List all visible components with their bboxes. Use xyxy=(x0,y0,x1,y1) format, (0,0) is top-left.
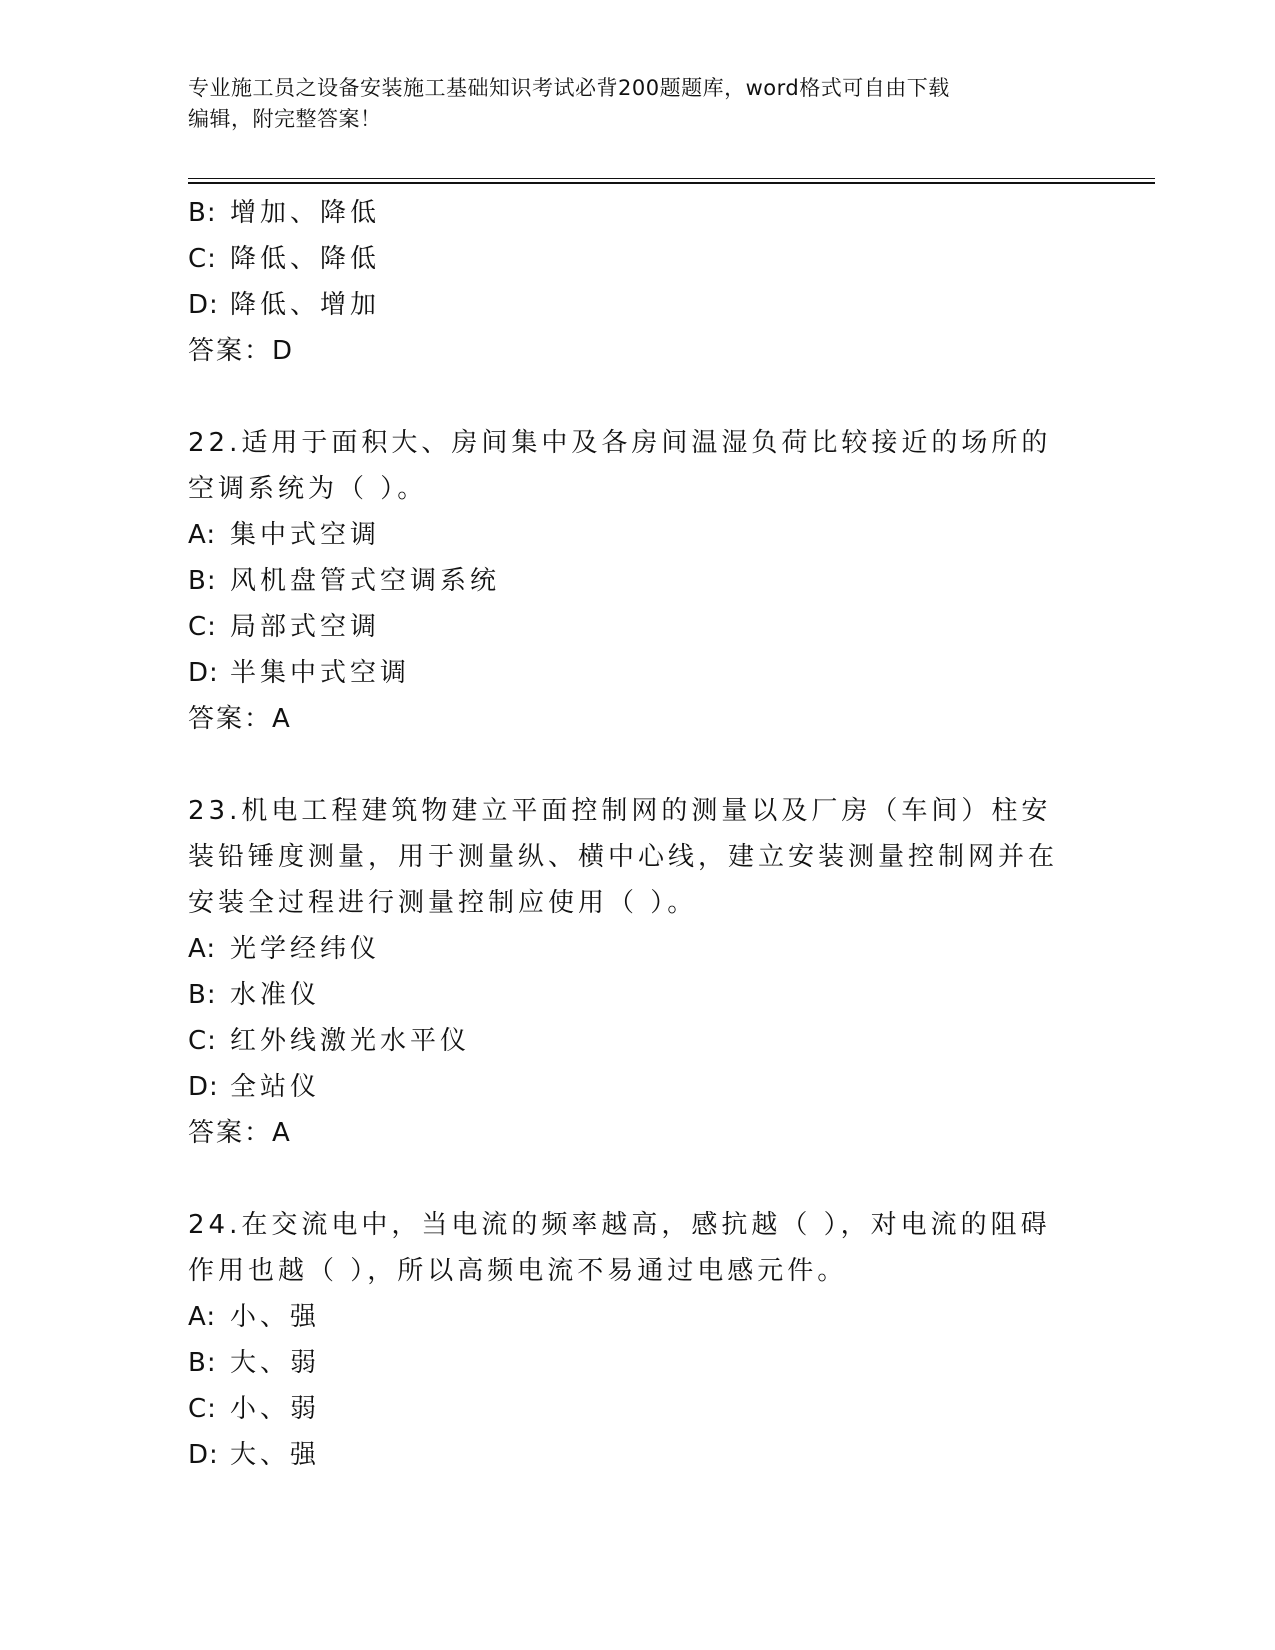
option-text: 水准仪 xyxy=(230,980,321,1010)
option-label: B: xyxy=(188,566,217,596)
option-a xyxy=(188,1294,1088,1340)
question-stem: 23.机电工程建筑物建立平面控制网的测量以及厂房（车间）柱安装铅锤度测量，用于测量纵、横中心线，建立安装测量控制网并在安装全过程进行测量控制应使用（ ）。 xyxy=(188,796,1059,918)
option-text: 降低、降低 xyxy=(230,244,381,274)
option-d xyxy=(188,650,1088,696)
option-label: C: xyxy=(188,1394,217,1424)
question-stem: 24.在交流电中，当电流的频率越高，感抗越（ ），对电流的阻碍作用也越（ ），所以高频电流不易通过电感元件。 xyxy=(188,1210,1051,1286)
option-text: 小、强 xyxy=(230,1302,321,1332)
option-a xyxy=(188,926,1088,972)
option-b xyxy=(188,1340,1088,1386)
option-text: 红外线激光水平仪 xyxy=(230,1026,471,1056)
option-label: B: xyxy=(188,198,217,228)
option-text: 降低、增加 xyxy=(230,290,381,320)
question-stem: 22.适用于面积大、房间集中及各房间温湿负荷比较接近的场所的空调系统为（ ）。 xyxy=(188,428,1052,504)
spacer xyxy=(188,1156,1088,1202)
option-label: A: xyxy=(188,1302,217,1332)
option-c xyxy=(188,1018,1088,1064)
question-24 xyxy=(188,1202,1088,1478)
option-text: 小、弱 xyxy=(230,1394,321,1424)
option-d xyxy=(188,1064,1088,1110)
option-text: 局部式空调 xyxy=(230,612,381,642)
option-label: B: xyxy=(188,980,217,1010)
option-label: C: xyxy=(188,1026,217,1056)
option-label: A: xyxy=(188,934,217,964)
spacer xyxy=(188,374,1088,420)
option-c xyxy=(188,604,1088,650)
spacer xyxy=(188,742,1088,788)
option-b xyxy=(188,558,1088,604)
option-label: D: xyxy=(188,1440,219,1470)
option-c xyxy=(188,1386,1088,1432)
option-d xyxy=(188,1432,1088,1478)
document-header xyxy=(188,73,1068,135)
option-d xyxy=(188,282,1088,328)
option-label: D: xyxy=(188,658,219,688)
option-text: 风机盘管式空调系统 xyxy=(230,566,501,596)
option-b xyxy=(188,972,1088,1018)
option-label: D: xyxy=(188,1072,219,1102)
question-22 xyxy=(188,420,1088,742)
option-text: 半集中式空调 xyxy=(230,658,411,688)
option-label: D: xyxy=(188,290,219,320)
answer-line: 答案：A xyxy=(188,1118,292,1148)
option-c xyxy=(188,236,1088,282)
answer-line: 答案：D xyxy=(188,336,295,366)
option-text: 大、强 xyxy=(230,1440,321,1470)
header-divider-thick xyxy=(188,182,1155,184)
option-label: C: xyxy=(188,244,217,274)
question-23 xyxy=(188,788,1088,1156)
header-title-line-2: 编辑，附完整答案！ xyxy=(188,107,382,131)
header-title-line-1: 专业施工员之设备安装施工基础知识考试必背200题题库，word格式可自由下载 xyxy=(188,76,950,100)
option-label: C: xyxy=(188,612,217,642)
option-b xyxy=(188,190,1088,236)
option-text: 光学经纬仪 xyxy=(230,934,381,964)
answer-line: 答案：A xyxy=(188,704,292,734)
option-label: A: xyxy=(188,520,217,550)
question-list xyxy=(188,190,1088,1478)
option-text: 集中式空调 xyxy=(230,520,381,550)
option-text: 全站仪 xyxy=(230,1072,321,1102)
option-label: B: xyxy=(188,1348,217,1378)
option-text: 增加、降低 xyxy=(230,198,381,228)
header-divider-thin xyxy=(188,178,1155,179)
option-a xyxy=(188,512,1088,558)
option-text: 大、弱 xyxy=(230,1348,321,1378)
question-21 xyxy=(188,190,1088,374)
